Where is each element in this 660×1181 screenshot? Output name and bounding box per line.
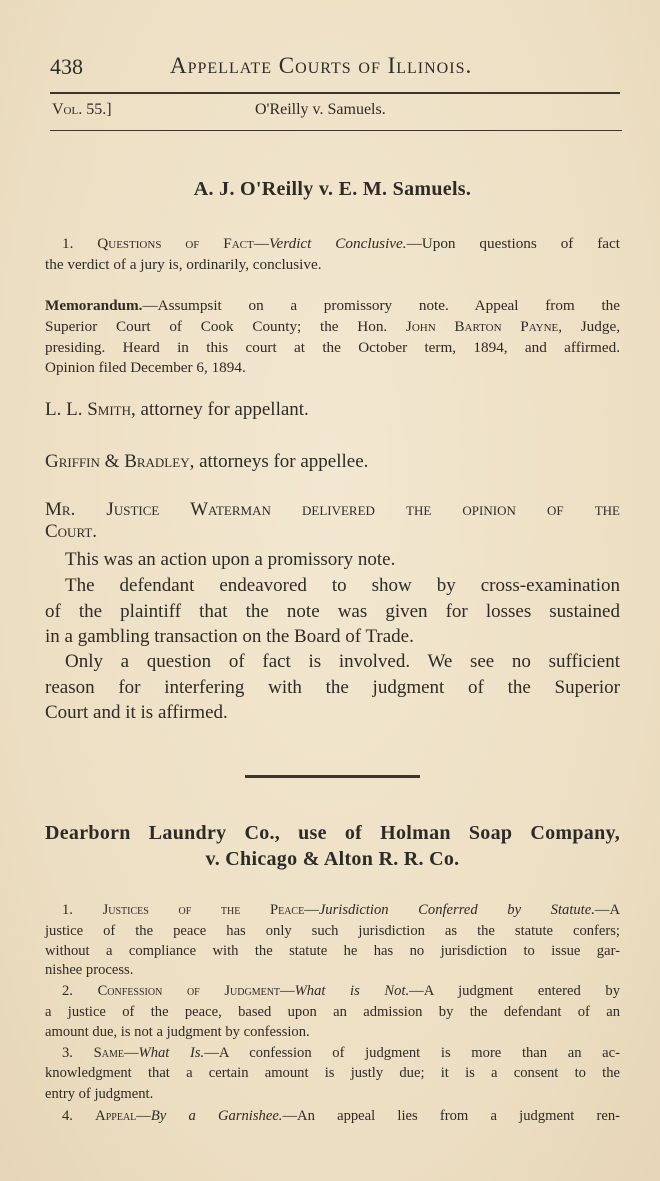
text-run: —	[136, 1108, 151, 1124]
text-run: John Barton Payne	[405, 318, 559, 335]
headnote-line	[45, 1022, 620, 1044]
text-run: The defendant endeavored to show by cross-examination	[65, 575, 620, 596]
text-run: —	[253, 235, 269, 252]
header-rule-bottom	[50, 130, 622, 131]
text-run: This was an action upon a promissory note.	[65, 549, 396, 570]
text-run: By a Garnishee.	[150, 1108, 283, 1124]
opinion-line	[45, 600, 620, 622]
text-run: Smith	[87, 399, 132, 420]
text-run: , attorneys for appellee.	[189, 451, 369, 472]
text-run: —A confession of judgment is more than an ac-	[204, 1045, 620, 1061]
headnote-line	[45, 1084, 620, 1106]
text-run: nishee process.	[45, 962, 134, 978]
headnote-line	[62, 234, 620, 256]
text-run: —	[280, 983, 295, 999]
text-run: , Judge,	[558, 318, 620, 335]
text-run: Only a question of fact is involved. We see no sufficient	[65, 651, 620, 672]
text-run: What is Not.	[294, 983, 410, 999]
headnote-line	[45, 921, 620, 943]
text-run: , attorney for appellant.	[131, 399, 309, 420]
headnote-line	[45, 255, 620, 277]
case-title	[45, 846, 620, 868]
volume-label: Vol. 55.]	[52, 101, 112, 118]
headnote-line	[45, 960, 620, 982]
text-run: Questions of Fact	[97, 235, 254, 252]
text-run: reason for interfering with the judgment of the Superior	[45, 677, 620, 698]
text-run: Same	[93, 1045, 124, 1061]
opinion-line	[45, 701, 620, 723]
text-run: Court and it is affirmed.	[45, 702, 228, 723]
text-run: in a gambling transaction on the Board of Trade.	[45, 626, 414, 647]
headnote-line	[45, 1002, 620, 1024]
text-run: 1.	[62, 902, 103, 918]
text-run: 4.	[62, 1108, 96, 1124]
opinion-line	[65, 548, 620, 570]
case-title	[45, 176, 620, 198]
text-run: Griffin	[45, 451, 100, 472]
text-run: —	[304, 902, 319, 918]
memorandum-line	[45, 338, 620, 360]
text-run: —A judgment entered by	[409, 983, 621, 999]
text-run: v. Chicago & Alton R. R. Co.	[205, 848, 460, 870]
text-run: A. J. O'Reilly v. E. M. Samuels.	[193, 178, 472, 200]
text-run: justice of the peace has only such jurisdiction as the statute confers;	[45, 923, 620, 939]
text-run: Bradley	[124, 451, 190, 472]
text-run: without a compliance with the statute he has no jurisdiction to issue gar-	[45, 943, 620, 959]
text-run: 3.	[62, 1045, 94, 1061]
text-run: —Upon questions of fact	[406, 235, 620, 252]
headnote-line	[45, 1063, 620, 1085]
text-run: —An appeal lies from a judgment ren-	[282, 1108, 621, 1124]
text-run: —	[123, 1045, 139, 1061]
headnote-line	[62, 1043, 620, 1065]
opinion-line	[45, 625, 620, 647]
headnote-line	[62, 900, 620, 922]
running-title: Appellate Courts of Illinois.	[170, 53, 473, 78]
opinion-line	[65, 574, 620, 596]
case-separator-rule	[245, 775, 420, 778]
text-run: entry of judgment.	[45, 1086, 154, 1102]
text-run: the verdict of a jury is, ordinarily, conclusive.	[45, 256, 322, 273]
text-run: Jurisdiction Conferred by Statute.	[318, 902, 595, 918]
opinion-line	[45, 520, 620, 542]
headnote-line	[62, 981, 620, 1003]
memorandum-line	[45, 358, 620, 380]
text-run: Confession of Judgment	[97, 983, 281, 999]
case-title	[45, 820, 620, 842]
text-run: Verdict Conclusive.	[268, 235, 407, 252]
headnote-line	[62, 1106, 620, 1128]
text-run: of the plaintiff that the note was given for losses sustained	[45, 601, 620, 622]
text-run: Memorandum.	[45, 297, 143, 314]
case-short-title: O'Reilly v. Samuels.	[255, 101, 386, 118]
text-run: Opinion filed December 6, 1894.	[45, 359, 246, 376]
header-rule	[50, 92, 620, 94]
text-run: Justices of the Peace	[102, 902, 305, 918]
memorandum-line	[45, 317, 620, 339]
text-run: —Assumpsit on a promissory note. Appeal from the	[142, 297, 620, 314]
attorney-line	[45, 398, 620, 420]
text-run: presiding. Heard in this court at the October term, 1894, and affirmed.	[45, 339, 620, 356]
text-run: knowledgment that a certain amount is justly due; it is a consent to the	[45, 1065, 620, 1081]
text-run: Dearborn Laundry Co., use of Holman Soap Company,	[45, 822, 620, 844]
text-run: —A	[594, 902, 621, 918]
text-run: 1.	[62, 235, 98, 252]
text-run: &	[99, 451, 125, 472]
text-run: Court.	[45, 521, 98, 542]
opinion-line	[45, 676, 620, 698]
text-run: amount due, is not a judgment by confession.	[45, 1024, 310, 1040]
opinion-line	[65, 650, 620, 672]
attorney-line	[45, 450, 620, 472]
text-run: 2.	[62, 983, 98, 999]
text-run: Mr. Justice Waterman delivered the opinion of the	[45, 499, 620, 520]
text-run: a justice of the peace, based upon an admission by the defendant of an	[45, 1004, 620, 1020]
text-run: What Is.	[138, 1045, 205, 1061]
opinion-line	[45, 498, 620, 520]
memorandum-line	[45, 296, 620, 318]
text-run: Appeal	[95, 1108, 137, 1124]
page-number: 438	[50, 54, 83, 79]
text-run: L. L.	[45, 399, 88, 420]
text-run: Superior Court of Cook County; the Hon.	[45, 318, 406, 335]
